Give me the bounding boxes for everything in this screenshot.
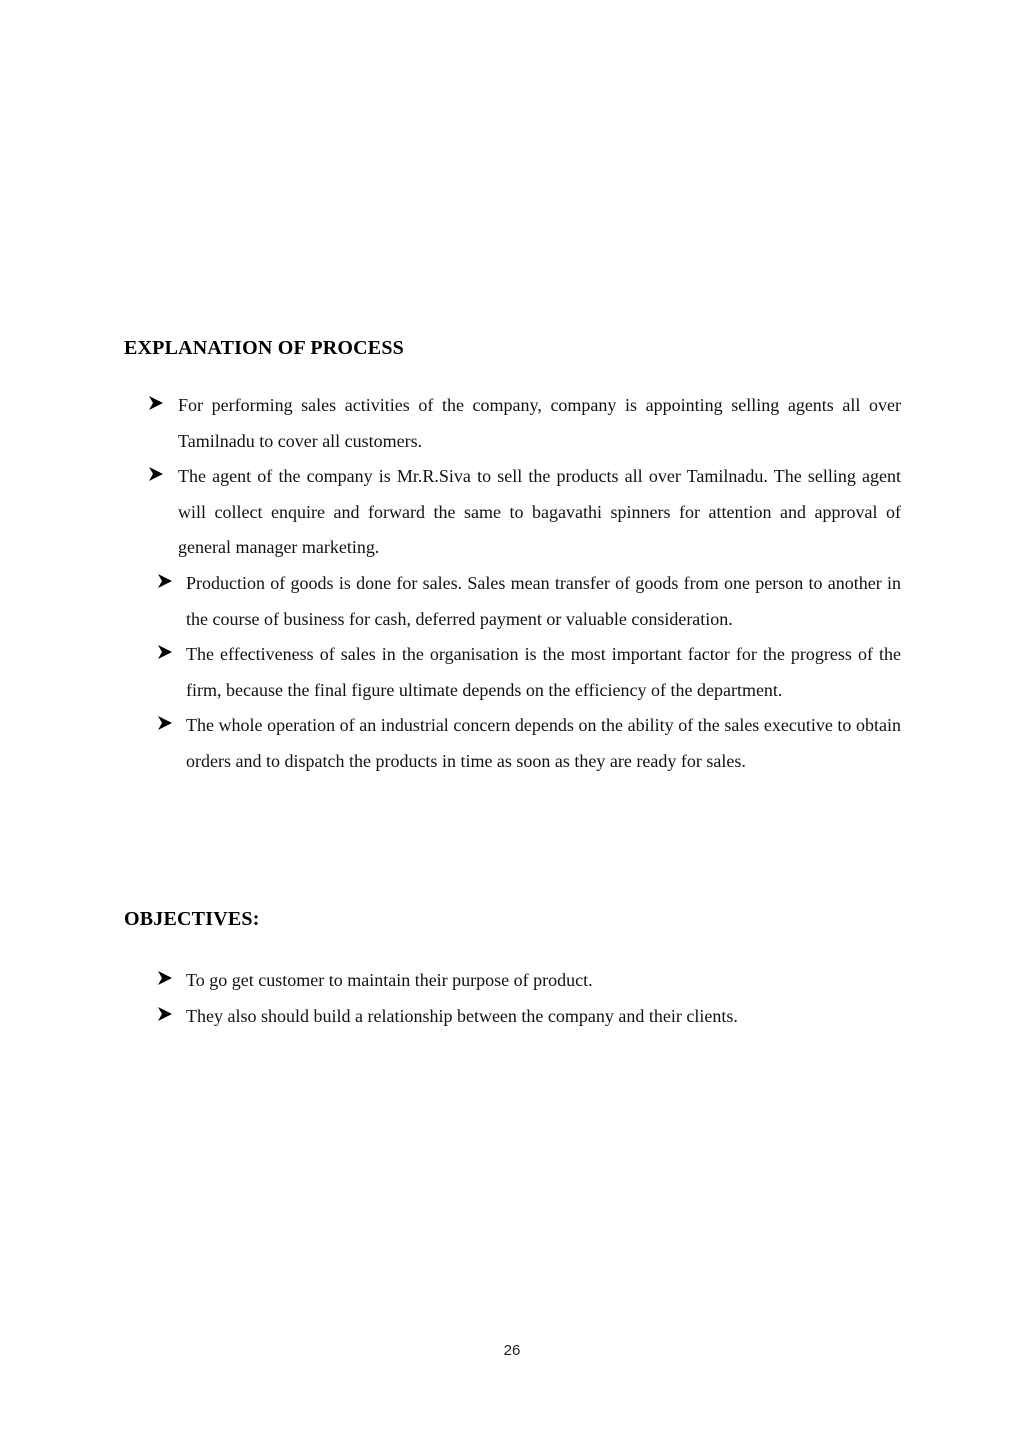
list-item: [0, 963, 901, 999]
section-heading-objectives: OBJECTIVES:: [124, 908, 260, 930]
list-item: [0, 637, 901, 708]
bullet-text: The whole operation of an industrial concern depends on the ability of the sales executive to obtain orders and to dispatch the products in time as soon as they are ready for sales.: [186, 715, 901, 771]
list-item: [0, 999, 901, 1035]
list-item: [0, 459, 901, 566]
list-item: [0, 566, 901, 637]
bullet-text: To go get customer to maintain their purpose of product.: [186, 970, 593, 990]
process-bullet-list: [0, 388, 901, 780]
page-number: 26: [503, 1342, 521, 1359]
bullet-text: The agent of the company is Mr.R.Siva to sell the products all over Tamilnadu. The selling agent will collect enquire and forward the same to bagavathi spinners for attention and approval of general manager marketing.: [178, 466, 901, 558]
bullet-text: The effectiveness of sales in the organisation is the most important factor for the progress of the firm, because the final figure ultimate depends on the efficiency of the department.: [186, 644, 901, 700]
arrowhead-bullet-icon: [148, 395, 164, 411]
arrowhead-bullet-icon: [157, 573, 173, 589]
section-heading-explanation-of-process: EXPLANATION OF PROCESS: [124, 337, 404, 359]
arrowhead-bullet-icon: [157, 715, 173, 731]
bullet-text: They also should build a relationship between the company and their clients.: [186, 1005, 738, 1026]
arrowhead-bullet-icon: [157, 970, 173, 986]
bullet-text: For performing sales activities of the company, company is appointing selling agents all over Tamilnadu to cover all customers.: [178, 395, 901, 451]
bullet-text: Production of goods is done for sales. Sales mean transfer of goods from one person to another in the course of business for cash, deferred payment or valuable consideration.: [186, 572, 901, 629]
list-item: [0, 388, 901, 459]
arrowhead-bullet-icon: [157, 1006, 173, 1022]
arrowhead-bullet-icon: [148, 466, 164, 482]
arrowhead-bullet-icon: [157, 644, 173, 660]
objectives-bullet-list: [0, 963, 901, 1034]
list-item: [0, 708, 901, 779]
